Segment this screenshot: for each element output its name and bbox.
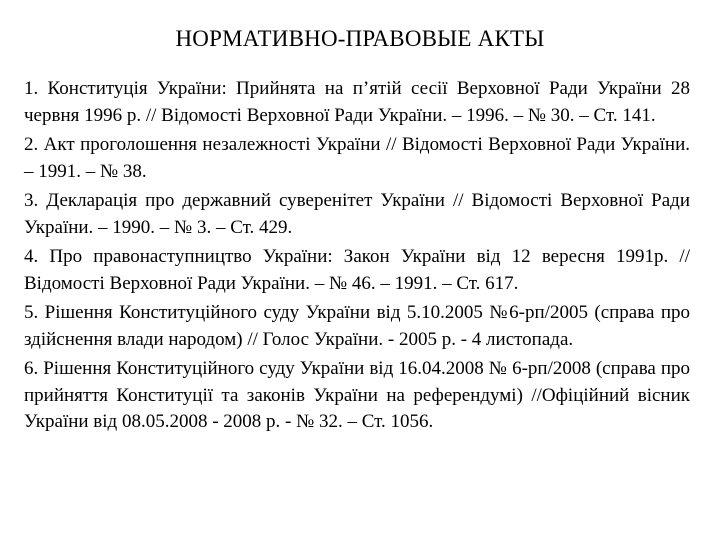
reference-item-6: 6. Рішення Конституційного суду України від 16.04.2008 № 6-рп/2008 (справа про прийняття Конституції та законів України на референдумі) //Офіційний вісник України від 08.05.2008 - 2008 р. - № 32. – Ст. 1056. <box>24 358 690 432</box>
slide-title: НОРМАТИВНО-ПРАВОВЫЕ АКТЫ <box>175 26 545 51</box>
reference-item-5: 5. Рішення Конституційного суду України від 5.10.2005 №6-рп/2005 (справа про здійснення влади народом) // Голос України. - 2005 р. - 4 листопада. <box>24 302 690 350</box>
reference-item-4: 4. Про правонаступництво України: Закон України від 12 вересня 1991р. //Відомості Верховної Ради України. – № 46. – 1991. – Ст. 617. <box>24 246 690 294</box>
reference-item-2: 2. Акт проголошення незалежності України // Відомості Верховної Ради України. – 1991. – № 38. <box>24 134 690 182</box>
references-list <box>24 76 690 439</box>
reference-item-3: 3. Декларація про державний суверенітет України // Відомості Верховної Ради України. – 1990. – № 3. – Ст. 429. <box>24 190 690 238</box>
reference-item-1: 1. Конституція України: Прийнята на п’ятій сесії Верховної Ради України 28 червня 1996 р. // Відомості Верховної Ради України. – 1996. – № 30. – Ст. 141. <box>24 78 690 126</box>
